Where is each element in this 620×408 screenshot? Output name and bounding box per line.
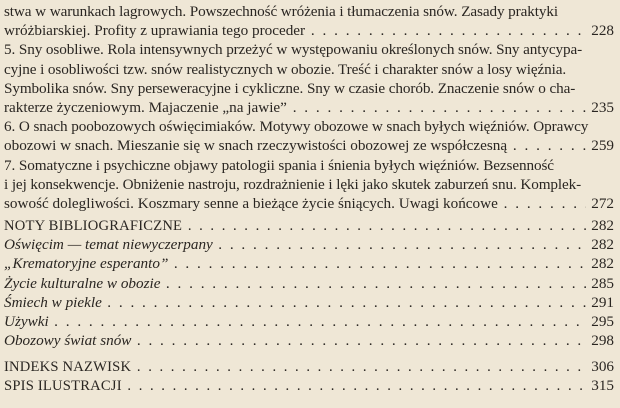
page-number: 291 [586,293,614,312]
index-section [4,357,614,395]
chapter-entries [4,2,614,213]
page-number: 306 [586,357,614,376]
page-number: 315 [586,376,614,395]
page-number: 295 [586,312,614,331]
toc-line: stwa w warunkach lagrowych. Powszechność wróżenia i tłumaczenia snów. Zasady praktyki [4,3,558,20]
index-heading: INDEKS NAZWISK . . . 306 [4,357,614,376]
page-number: 235 [586,98,614,117]
page-number: 272 [586,194,614,213]
toc-line: wróżbiarskiej. Profity z uprawiania tego proceder . . . 228 [4,21,614,40]
toc-line: Śmiech w piekle . . . 291 [4,293,614,312]
toc-line: Obozowy świat snów . . . 298 [4,331,614,350]
toc-line: Symbolika snów. Sny perseweracyjne i cykliczne. Sny w czasie chorób. Znaczenie snów o cha- [4,79,576,97]
illustrations-heading: SPIS ILUSTRACJI . . . 315 [4,376,614,395]
page-number: 282 [586,235,614,254]
page-number: 282 [586,216,614,235]
toc-line: 7. Somatyczne i psychiczne objawy patologii spania i śnienia byłych więźniów. Bezsenność [4,156,554,174]
page-number: 282 [586,254,614,273]
toc-line: obozowi w snach. Mieszanie się w snach rzeczywistości obozowej ze współczesną . . . 259 [4,136,614,155]
toc-line: rakterze życzeniowym. Majaczenie „na jawie” . . . 235 [4,98,614,117]
toc-line: 6. O snach poobozowych oświęcimiaków. Motywy obozowe w snach byłych więźniów. Oprawcy [4,118,589,136]
notes-heading: NOTY BIBLIOGRAFICZNE . . . 282 [4,216,614,235]
toc-line: Oświęcim — temat niewyczerpany . . . 282 [4,235,614,254]
toc-line: „Krematoryjne esperanto” . . . 282 [4,254,614,273]
toc-line: i jej konsekwencje. Obniżenie nastroju, rozdrażnienie i lęki jako skutek zaburzeń snu. Komplek- [4,175,582,193]
toc-line: sowość dolegliwości. Koszmary senne a bieżące życie śniących. Uwagi końcowe . . . 272 [4,194,614,213]
page-number: 259 [586,136,614,155]
toc-line: cyjne i osobliwości tzw. snów realistycznych w obozie. Treść i charakter snów a losy więźnia. [4,60,567,78]
toc-line: 5. Sny osobliwe. Rola intensywnych przeżyć w występowaniu określonych snów. Sny antycypa- [4,41,583,59]
page-number: 228 [586,21,614,40]
page-number: 285 [586,274,614,293]
page-number: 298 [586,331,614,350]
toc-line: Używki . . . 295 [4,312,614,331]
notes-section [4,216,614,350]
toc-line: Życie kulturalne w obozie . . . 285 [4,274,614,293]
